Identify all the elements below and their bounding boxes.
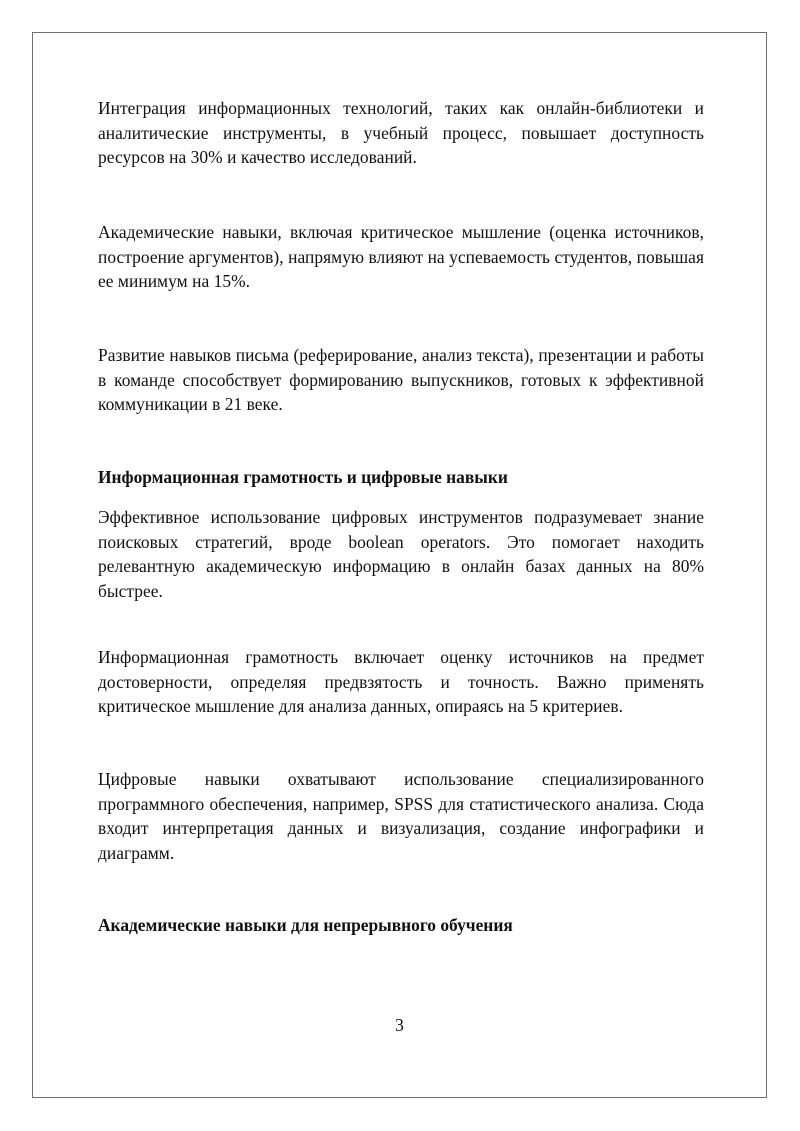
document-page: [32, 32, 767, 1098]
page-number: 3: [395, 1015, 404, 1035]
paragraph-academic-skills: Академические навыки, включая критическое мышление (оценка источников, построение аргументов), напрямую влияют на успеваемость студентов, повышая ее минимум на 15%.: [98, 222, 704, 291]
paragraph-digital-skills: Цифровые навыки охватывают использование специализированного программного обеспечения, например, SPSS для статистического анализа. Сюда входит интерпретация данных и визуализация, создание инфографики и диаграмм.: [98, 769, 704, 863]
paragraph-it-integration: Интеграция информационных технологий, таких как онлайн-библиотеки и аналитические инструменты, в учебный процесс, повышает доступность ресурсов на 30% и качество исследований.: [98, 98, 704, 167]
paragraph-digital-tools: Эффективное использование цифровых инструментов подразумевает знание поисковых стратегий, вроде boolean operators. Это помогает находить релевантную академическую информацию в онлайн базах данных на 80% быстрее.: [98, 507, 704, 601]
section-heading-information-literacy: Информационная грамотность и цифровые навыки: [98, 467, 508, 487]
section-heading-lifelong-learning: Академические навыки для непрерывного обучения: [98, 915, 513, 935]
paragraph-writing-skills: Развитие навыков письма (реферирование, анализ текста), презентации и работы в команде способствует формированию выпускников, готовых к эффективной коммуникации в 21 веке.: [98, 345, 704, 414]
paragraph-information-literacy: Информационная грамотность включает оценку источников на предмет достоверности, определяя предвзятость и точность. Важно применять критическое мышление для анализа данных, опираясь на 5 критериев.: [98, 647, 704, 716]
